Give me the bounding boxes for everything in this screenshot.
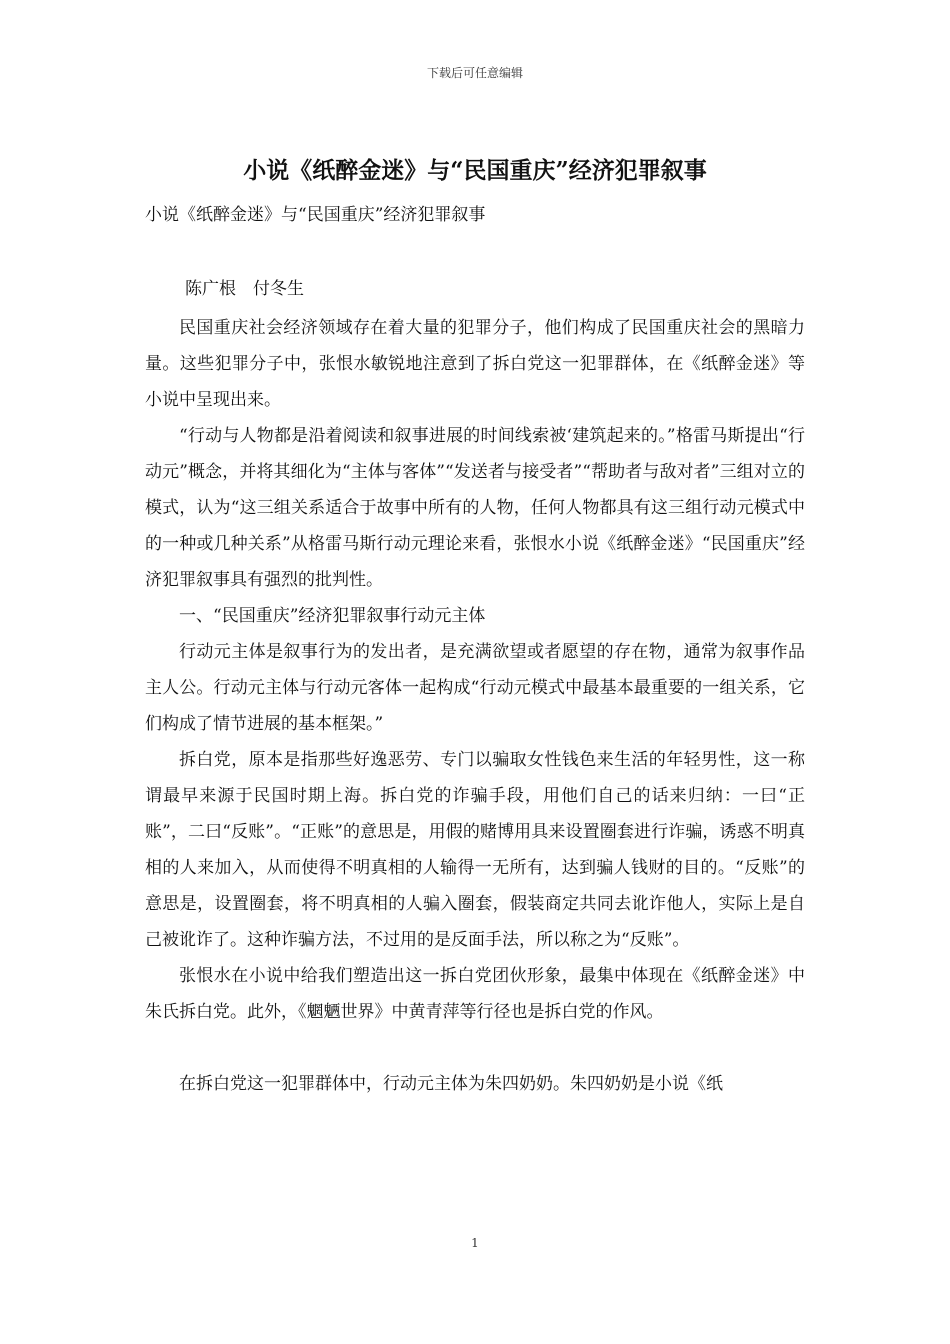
document-body bbox=[145, 310, 805, 1102]
paragraph: 拆白党，原本是指那些好逸恶劳、专门以骗取女性钱色来生活的年轻男性，这一称谓最早来源于民国时期上海。拆白党的诈骗手段，用他们自己的话来归纳：一曰“正账”，二曰“反账”。“正账”的意思是，用假的赌博用具来设置圈套进行诈骗，诱惑不明真相的人来加入，从而使得不明真相的人输得一无所有，达到骗人钱财的目的。“反账”的意思是，设置圈套，将不明真相的人骗入圈套，假装商定共同去讹诈他人，实际上是自己被讹诈了。这种诈骗方法，不过用的是反面手法，所以称之为“反账”。 bbox=[145, 750, 805, 950]
paragraph: 民国重庆社会经济领域存在着大量的犯罪分子，他们构成了民国重庆社会的黑暗力量。这些犯罪分子中，张恨水敏锐地注意到了拆白党这一犯罪群体，在《纸醉金迷》等小说中呈现出来。 bbox=[145, 318, 805, 410]
section-heading: 一、“民国重庆”经济犯罪叙事行动元主体 bbox=[179, 606, 486, 626]
document-subtitle: 小说《纸醉金迷》与“民国重庆”经济犯罪叙事 bbox=[145, 205, 486, 225]
document-title: 小说《纸醉金迷》与“民国重庆”经济犯罪叙事 bbox=[243, 157, 707, 184]
page-number: 1 bbox=[471, 1236, 479, 1250]
paragraph: 行动元主体是叙事行为的发出者，是充满欲望或者愿望的存在物，通常为叙事作品主人公。行动元主体与行动元客体一起构成“行动元模式中最基本最重要的一组关系，它们构成了情节进展的基本框架。” bbox=[145, 642, 805, 734]
page-header: 下载后可任意编辑 bbox=[426, 66, 523, 80]
paragraph: 张恨水在小说中给我们塑造出这一拆白党团伙形象，最集中体现在《纸醉金迷》中朱氏拆白党。此外，《魍魉世界》中黄青萍等行径也是拆白党的作风。 bbox=[145, 966, 805, 1022]
paragraph: “行动与人物都是沿着阅读和叙事进展的时间线索被‘建筑起来的。”格雷马斯提出“行动元”概念，并将其细化为“主体与客体”“发送者与接受者”“帮助者与敌对者”三组对立的模式，认为“这三组关系适合于故事中所有的人物，任何人物都具有这三组行动元模式中的一种或几种关系”从格雷马斯行动元理论来看，张恨水小说《纸醉金迷》“民国重庆”经济犯罪叙事具有强烈的批判性。 bbox=[145, 426, 805, 590]
paragraph: 在拆白党这一犯罪群体中，行动元主体为朱四奶奶。朱四奶奶是小说《纸 bbox=[179, 1074, 723, 1094]
authors-line: 陈广根 付冬生 bbox=[185, 279, 304, 299]
